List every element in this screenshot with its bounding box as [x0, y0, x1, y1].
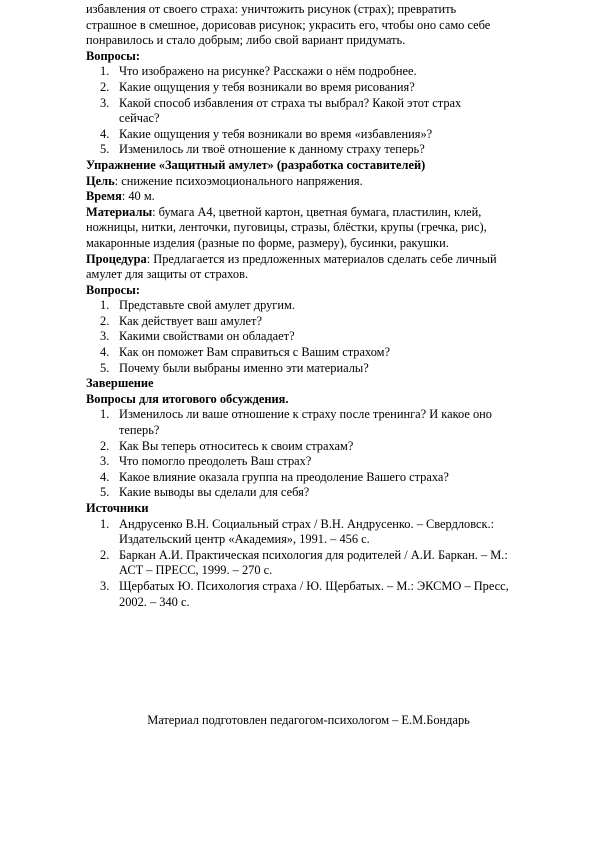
conclusion-subheading: Вопросы для итогового обсуждения. — [86, 391, 289, 406]
list-item — [86, 517, 534, 548]
list-item — [86, 548, 534, 579]
list-number: 4. — [100, 126, 110, 141]
list-item-text: Изменилось ли твоё отношение к данному страху теперь? — [119, 142, 425, 157]
list-number: 1. — [100, 407, 110, 422]
list-number: 1. — [100, 516, 110, 531]
intro-line: понравилось и стало добрым; либо свой вариант придумать. — [86, 33, 406, 48]
questions-list — [86, 298, 534, 376]
list-item-text: Какие выводы вы сделали для себя? — [119, 485, 310, 500]
list-number: 4. — [100, 469, 110, 484]
procedure-text: : Предлагается из предложенных материалов сделать себе личный амулет для защиты от страхов. — [86, 251, 497, 282]
list-item-text: Какой способ избавления от страха ты выбрал? Какой этот страх сейчас? — [119, 95, 462, 126]
list-item — [86, 345, 534, 361]
list-item-text: Андрусенко В.Н. Социальный страх / В.Н. Андрусенко. – Свердловск.: Издательский центр «Академия», 1991. – 456 с. — [119, 516, 495, 547]
list-item — [86, 470, 534, 486]
exercise-procedure — [86, 252, 534, 283]
list-number: 1. — [100, 64, 110, 79]
list-item-text: Как он поможет Вам справиться с Вашим страхом? — [119, 345, 390, 360]
intro-line: избавления от своего страха: уничтожить рисунок (страх); превратить — [86, 2, 457, 16]
document-body — [86, 2, 534, 610]
list-item-text: Баркан А.И. Практическая психология для родителей / А.И. Баркан. – М.: АСТ – ПРЕСС, 1999. – 270 с. — [119, 547, 508, 578]
list-item — [86, 485, 534, 501]
list-item-text: Щербатых Ю. Психология страха / Ю. Щербатых. – М.: ЭКСМО – Пресс, 2002. – 340 с. — [119, 578, 509, 609]
exercise-materials — [86, 205, 534, 252]
list-item-text: Что помогло преодолеть Ваш страх? — [119, 454, 312, 469]
sources-heading: Источники — [86, 501, 149, 515]
list-item — [86, 579, 534, 610]
list-number: 4. — [100, 345, 110, 360]
procedure-label: Процедура — [86, 251, 147, 266]
time-label: Время — [86, 189, 122, 204]
list-item-text: Изменилось ли ваше отношение к страху после тренинга? И какое оно теперь? — [119, 407, 492, 438]
list-item-text: Какое влияние оказала группа на преодоление Вашего страха? — [119, 469, 449, 484]
list-item — [86, 80, 534, 96]
conclusion-list — [86, 407, 534, 501]
list-number: 2. — [100, 313, 110, 328]
list-number: 5. — [100, 360, 110, 375]
intro-line: страшное в смешное, дорисовав рисунок; украсить его, чтобы оно само себе — [86, 17, 491, 32]
list-item — [86, 298, 534, 314]
list-item-text: Почему были выбраны именно эти материалы? — [119, 360, 369, 375]
list-item — [86, 96, 534, 127]
list-item — [86, 142, 534, 158]
questions-list — [86, 64, 534, 158]
exercise-title: Упражнение «Защитный амулет» (разработка составителей) — [86, 157, 426, 172]
list-item — [86, 314, 534, 330]
list-item — [86, 439, 534, 455]
questions-heading: Вопросы: — [86, 48, 140, 63]
conclusion-heading: Завершение — [86, 376, 154, 391]
list-number: 3. — [100, 578, 110, 593]
list-item-text: Какие ощущения у тебя возникали во время рисования? — [119, 79, 415, 94]
list-item-text: Какие ощущения у тебя возникали во время «избавления»? — [119, 126, 433, 141]
list-item-text: Представьте свой амулет другим. — [119, 298, 295, 313]
list-number: 5. — [100, 142, 110, 157]
list-item — [86, 407, 534, 438]
list-item-text: Как Вы теперь относитесь к своим страхам? — [119, 438, 354, 453]
questions-heading: Вопросы: — [86, 282, 140, 297]
list-number: 2. — [100, 547, 110, 562]
footer-credit: Материал подготовлен педагогом-психологом – Е.М.Бондарь — [147, 713, 470, 727]
time-text: : 40 м. — [121, 189, 155, 204]
list-number: 5. — [100, 485, 110, 500]
list-item-text: Какими свойствами он обладает? — [119, 329, 295, 344]
list-item — [86, 64, 534, 80]
list-item-text: Как действует ваш амулет? — [119, 313, 262, 328]
list-item — [86, 329, 534, 345]
list-item — [86, 454, 534, 470]
list-number: 2. — [100, 79, 110, 94]
list-item-text: Что изображено на рисунке? Расскажи о нём подробнее. — [119, 64, 417, 79]
materials-text: : бумага А4, цветной картон, цветная бумага, пластилин, клей, ножницы, нитки, ленточки, пуговицы, стразы, блёстки, крупы (гречка, рис), макаронные изделия (разные по форме, размеру), бусинки, ракушки. — [86, 204, 487, 250]
list-number: 3. — [100, 454, 110, 469]
list-item — [86, 127, 534, 143]
sources-list — [86, 517, 534, 611]
materials-label: Материалы — [86, 204, 153, 219]
goal-text: : снижение психоэмоционального напряжения. — [114, 173, 363, 188]
list-item — [86, 361, 534, 377]
list-number: 2. — [100, 438, 110, 453]
list-number: 1. — [100, 298, 110, 313]
list-number: 3. — [100, 95, 110, 110]
goal-label: Цель — [86, 173, 115, 188]
exercise-goal — [86, 174, 534, 190]
exercise-time — [86, 189, 534, 205]
list-number: 3. — [100, 329, 110, 344]
